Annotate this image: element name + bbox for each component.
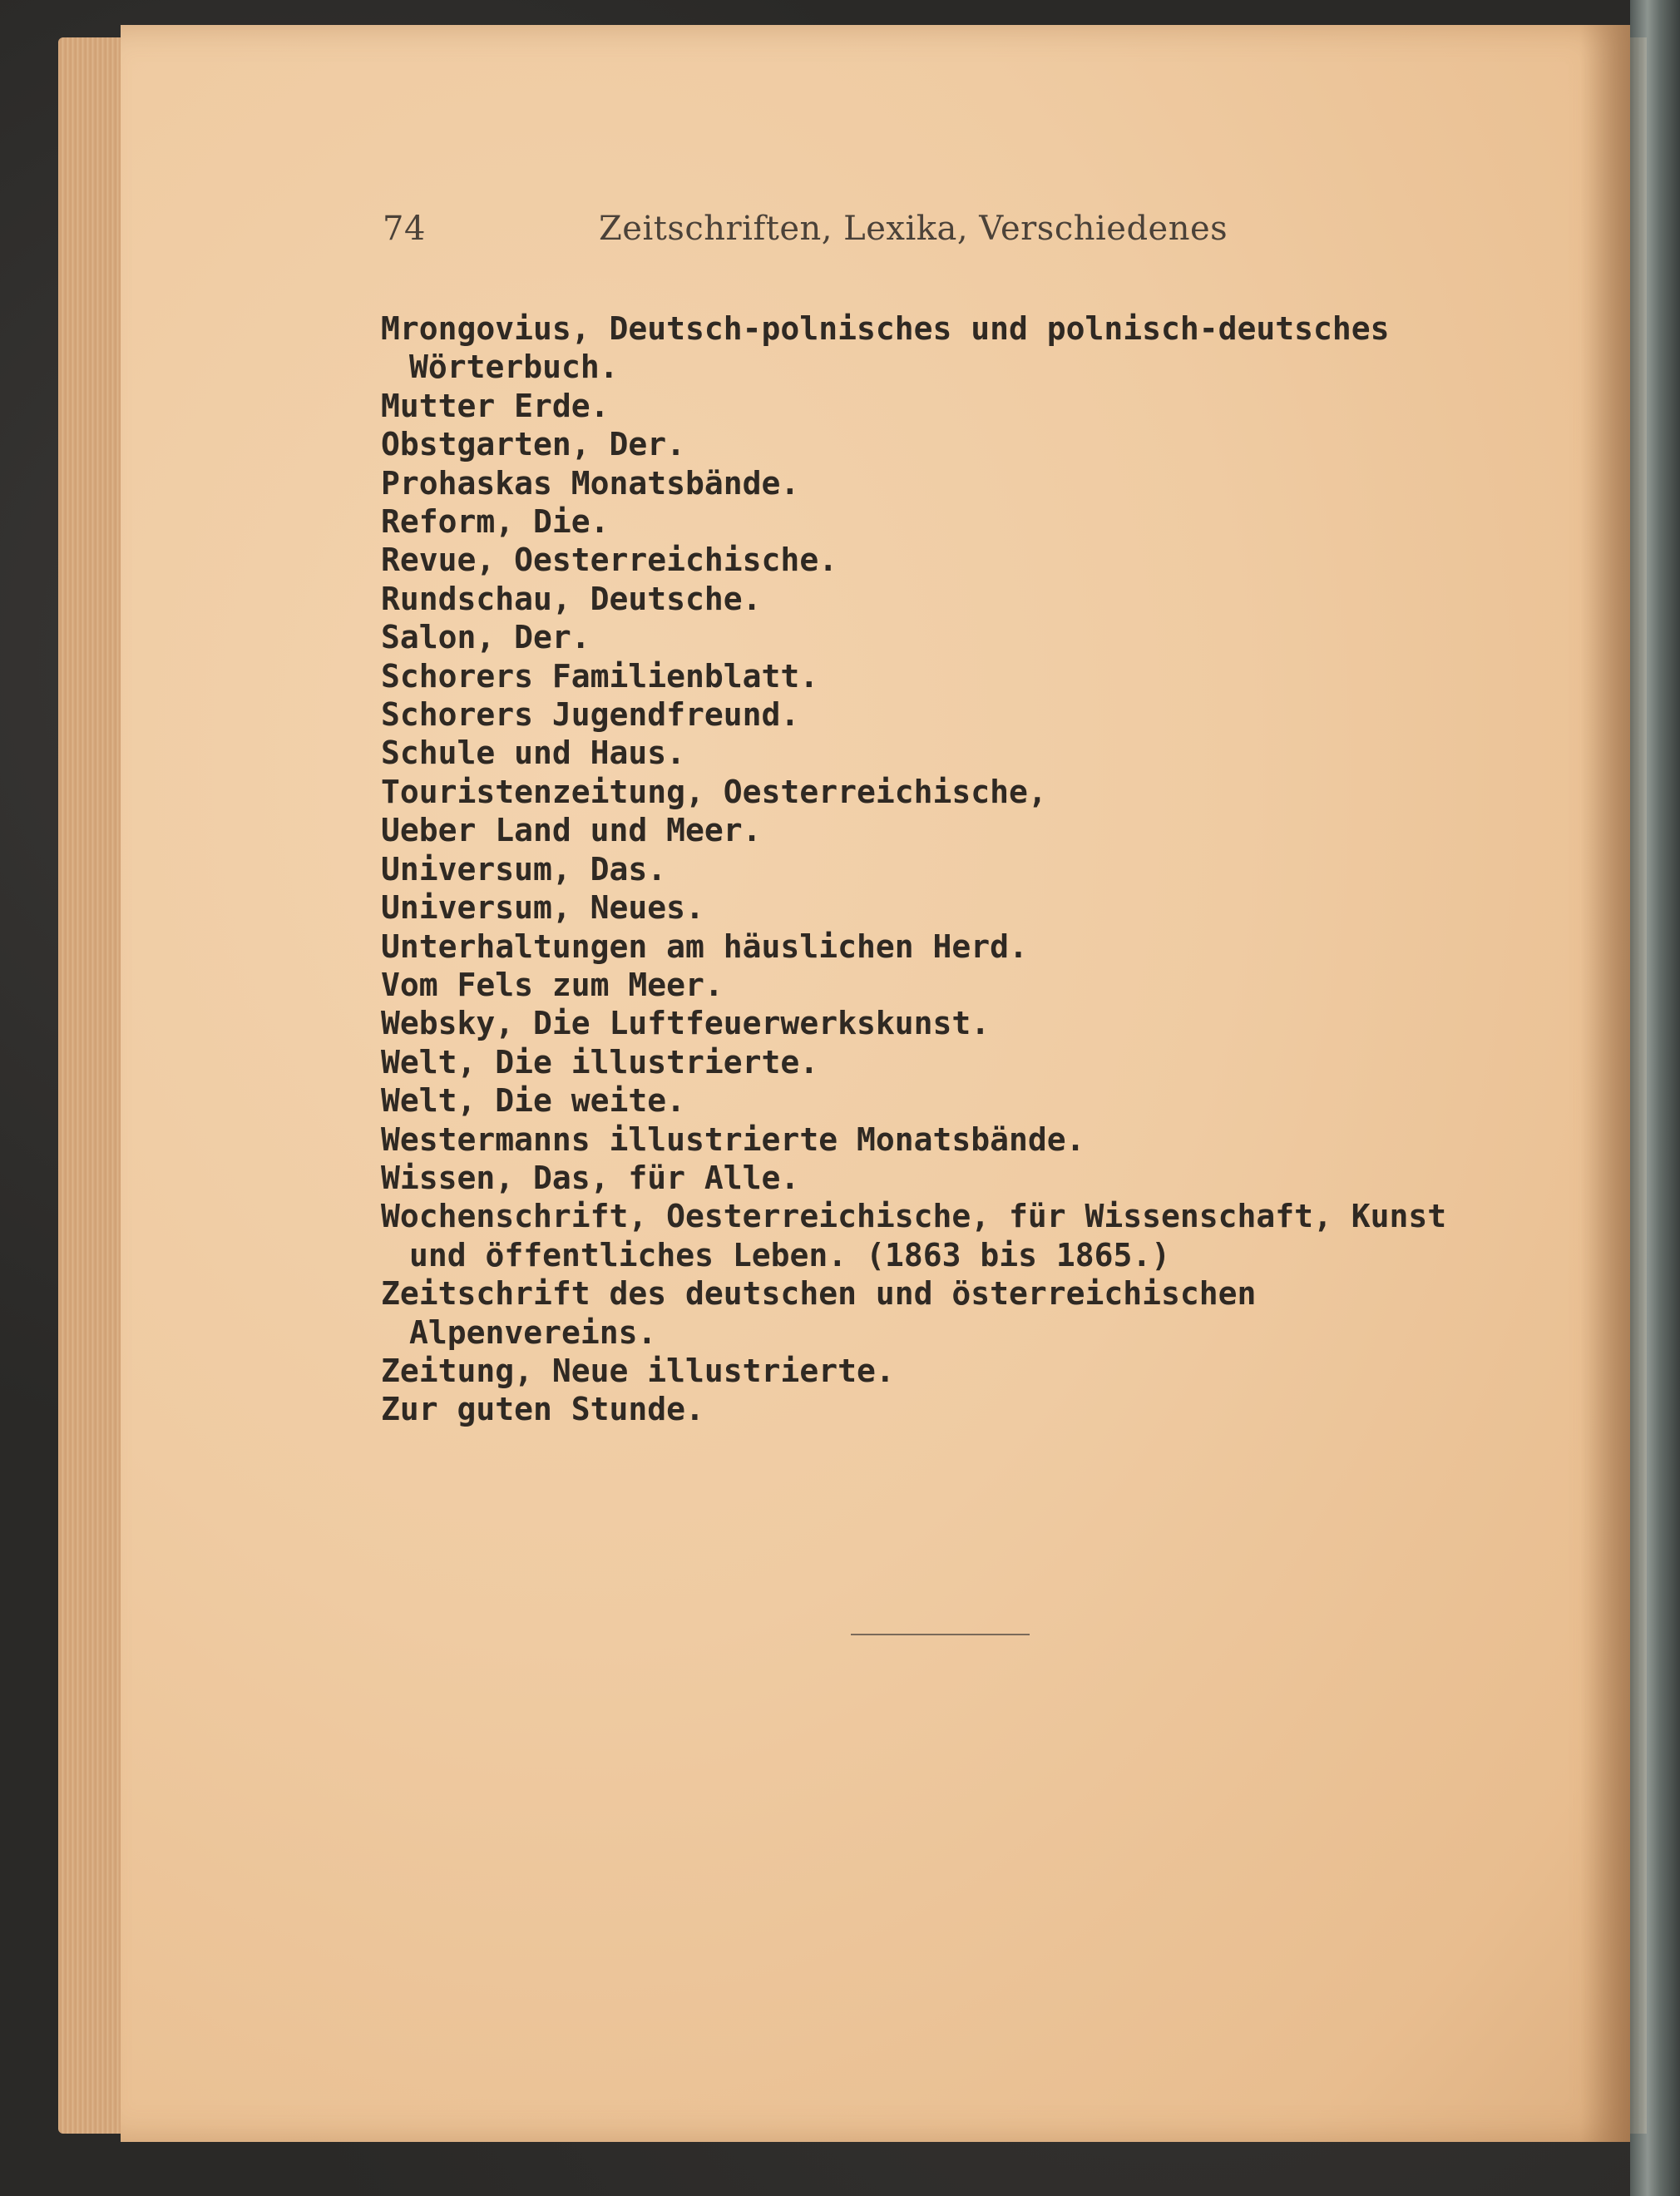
scanner-glass-edge: [1630, 0, 1680, 2196]
list-item: Wochenschrift, Oesterreichische, für Wissenschaft, Kunst und öffentliches Leben. (1863 bis 1865.): [381, 1198, 1447, 1274]
list-item: Reform, Die.: [381, 503, 610, 541]
page-number: 74: [383, 210, 426, 248]
section-title: Zeitschriften, Lexika, Verschiedenes: [599, 210, 1228, 248]
list-item: Zur guten Stunde.: [381, 1391, 704, 1428]
list-item: Welt, Die illustrierte.: [381, 1043, 819, 1081]
list-item: Welt, Die weite.: [381, 1082, 686, 1120]
list-item: Mrongovius, Deutsch-polnisches und polnisch-deutsches Wörterbuch.: [381, 310, 1390, 386]
list-item: Universum, Neues.: [381, 889, 704, 927]
list-item: Rundschau, Deutsche.: [381, 580, 762, 617]
list-item: Revue, Oesterreichische.: [381, 542, 838, 579]
list-item: Ueber Land und Meer.: [381, 812, 762, 849]
list-item: Salon, Der.: [381, 619, 590, 656]
list-item: Prohaskas Monatsbände.: [381, 464, 800, 502]
list-item: Zeitung, Neue illustrierte.: [381, 1352, 895, 1389]
list-item: Wissen, Das, für Alle.: [381, 1159, 800, 1196]
list-item: Westermanns illustrierte Monatsbände.: [381, 1120, 1085, 1158]
list-item: Vom Fels zum Meer.: [381, 966, 724, 1003]
entry-list: [381, 309, 1495, 1429]
list-item: Universum, Das.: [381, 850, 667, 888]
list-item: Schorers Familienblatt.: [381, 657, 819, 695]
spine-shadow: [1580, 25, 1630, 2142]
list-item: Schule und Haus.: [381, 734, 686, 772]
list-item: Zeitschrift des deutschen und österreichischen Alpenvereins.: [381, 1275, 1257, 1351]
list-item: Obstgarten, Der.: [381, 426, 686, 463]
list-item: Schorers Jugendfreund.: [381, 696, 800, 734]
running-head: [383, 210, 1228, 248]
list-item: Mutter Erde.: [381, 387, 610, 424]
list-item: Touristenzeitung, Oesterreichische,: [381, 773, 1047, 810]
list-item: Unterhaltungen am häuslichen Herd.: [381, 927, 1028, 965]
list-item: Websky, Die Luftfeuerwerkskunst.: [381, 1005, 991, 1042]
end-rule: [851, 1634, 1030, 1635]
